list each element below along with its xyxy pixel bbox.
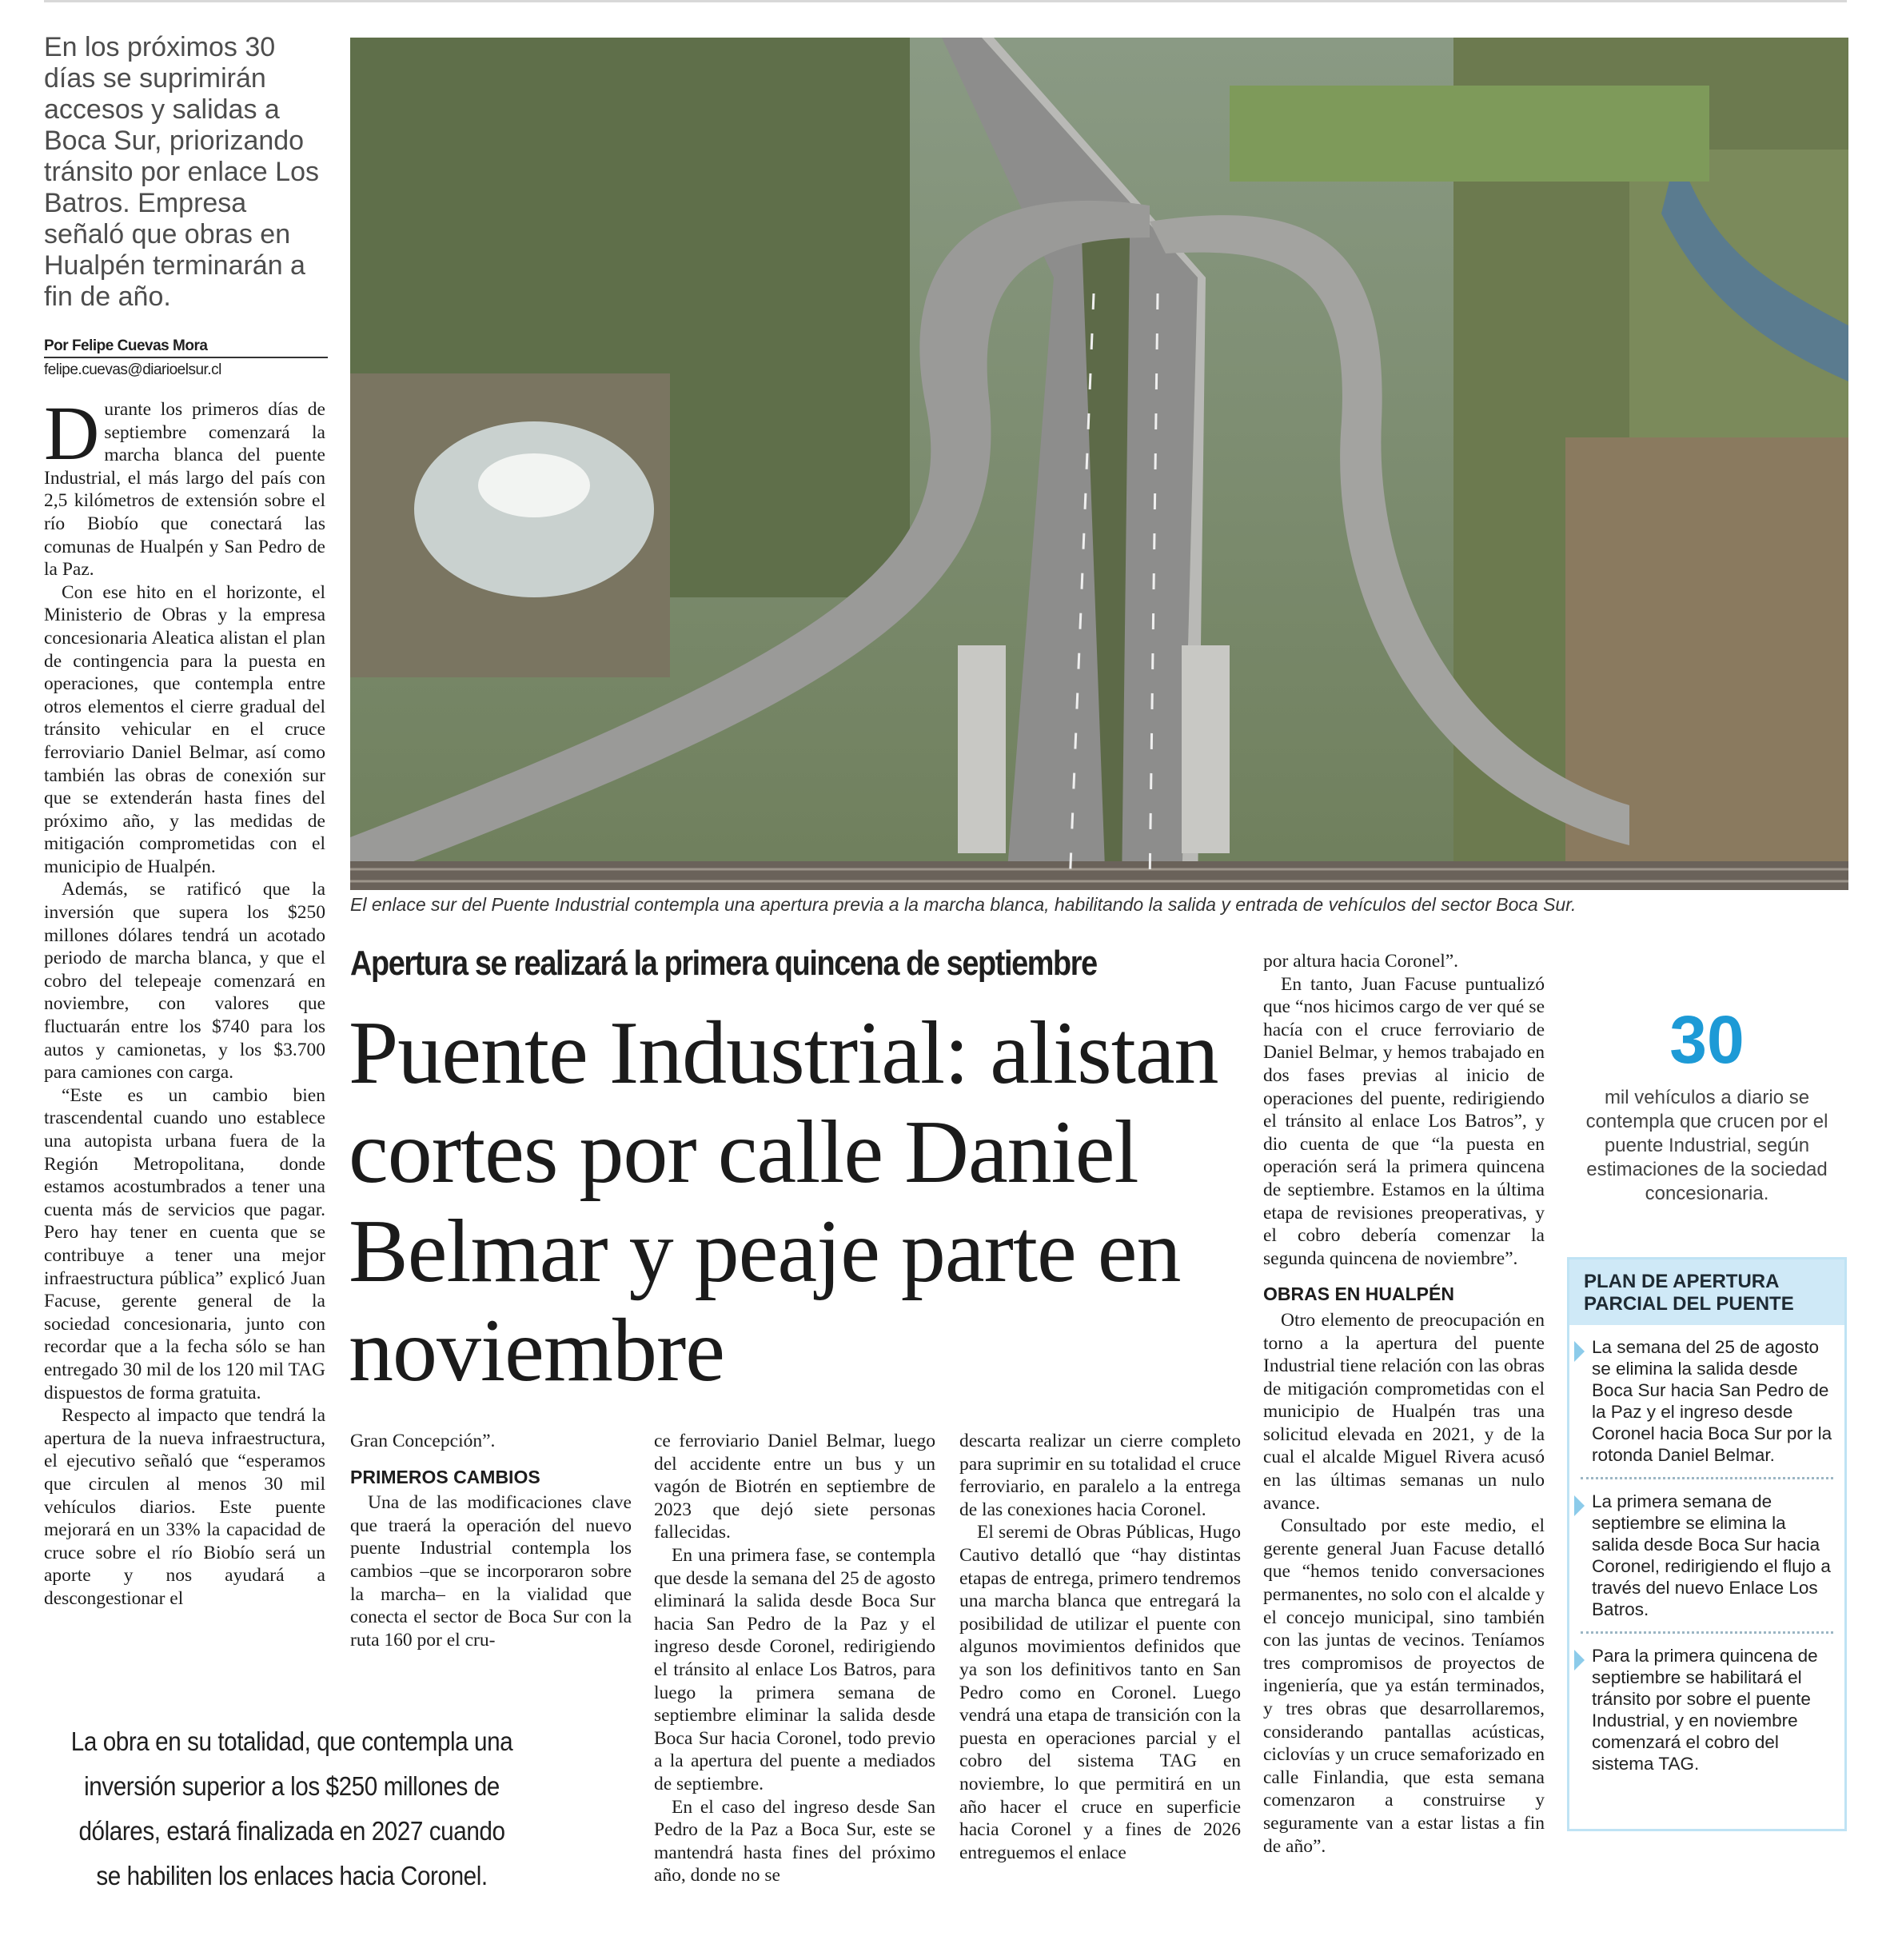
plan-title: PLAN DE APERTURA PARCIAL DEL PUENTE xyxy=(1569,1259,1844,1325)
paragraph: urante los primeros días de septiembre comenzará la marcha blanca del puente Industrial, el más largo del país con 2,5 kilómetros de extensión sobre el río Biobío que conectará las comunas de Hualpén y San Pedro de la Paz. xyxy=(44,399,325,581)
paragraph: En tanto, Juan Facuse puntualizó que “nos hicimos cargo de ver qué se hacía con el cruce ferroviario de Daniel Belmar, y hemos trabajado en dos fases previas al inicio de operaciones del puente, redirigiendo el tránsito al enlace Los Batros”, y dio cuenta de que “la puesta en operación será la primera quincena de septiembre. Estamos en la última etapa de revisiones preoperativas, y el cobro debería comenzar la segunda quincena de noviembre”. xyxy=(1263,973,1545,1269)
paragraph: ce ferroviario Daniel Belmar, luego del accidente entre un bus y un vagón de Biotrén en septiembre de 2023 que dejó siete personas fallecidas. xyxy=(654,1431,935,1543)
section-heading: OBRAS EN HUALPÉN xyxy=(1263,1283,1454,1305)
paragraph: El seremi de Obras Públicas, Hugo Cautivo detalló que “hay distintas etapas de entrega, primero tendremos una marcha blanca que entregará la posibilidad de utilizar el puente con algunos movimientos definidos que ya son los definitivos tanto en San Pedro como en Coronel. Luego vendrá una etapa de transición con la puesta en operaciones parcial y el cobro del sistema TAG en noviembre, lo que permitirá en un año hacer el cruce en superficie hacia Coronel y a fines de 2026 entreguemos el enlace xyxy=(959,1522,1241,1863)
paragraph: Respecto al impacto que tendrá la apertura de la nueva infraestructura, el ejecutivo señaló que “esperamos que circulen al menos 30 mil vehículos diarios. Este puente mejorará en un 33% la capacidad de cruce sobre el río Biobío será un aporte y nos ayudará a descongestionar el xyxy=(44,1405,325,1609)
photo-caption: El enlace sur del Puente Industrial contempla una apertura previa a la marcha blanca, habilitando la salida y entrada de vehículos del sector Boca Sur. xyxy=(350,894,1577,915)
aerial-highway-photo xyxy=(350,38,1848,890)
plan-item: La primera semana de septiembre se elimina la salida desde Boca Sur hacia Coronel, redirigiendo el flujo a través del nuevo Enlace Los Batros. xyxy=(1569,1479,1844,1631)
paragraph: Además, se ratificó que la inversión que supera los $250 millones dólares tendrá un acotado periodo de marcha blanca, y que el cobro del telepeaje comenzará en noviembre, con valores que fluctuarán entre los $740 para los autos y camionetas, y los $3.700 para camiones con carga. xyxy=(44,879,325,1084)
paragraph: Una de las modificaciones clave que traerá la operación del nuevo puente Industrial contempla los cambios –que se incorporaron sobre la marcha– en la vialidad que conecta el sector de Boca Sur con la ruta 160 por el cru- xyxy=(350,1492,632,1651)
paragraph: En una primera fase, se contempla que desde la semana del 25 de agosto eliminará la salida desde Boca Sur hacia San Pedro de la Paz y el ingreso desde Coronel, redirigiendo el tránsito al enlace Los Batros, para luego la primera semana de septiembre eliminar la salida desde Boca Sur hacia Coronel, todo previo a la apertura del puente a mediados de septiembre. xyxy=(654,1544,935,1794)
plan-item: La semana del 25 de agosto se elimina la salida desde Boca Sur hacia San Pedro de la Paz y el ingreso desde Coronel hacia Boca Sur por la rotonda Daniel Belmar. xyxy=(1569,1325,1844,1477)
paragraph: Consultado por este medio, el gerente general Juan Facuse detalló que “hemos tenido conversaciones permanentes, no solo con el alcalde y el concejo municipal, sino también con las juntas de vecinos. Teníamos tres compromisos de proyectos de ingeniería, que ya están terminados, y tres obras que desarrollaremos, considerando pantallas acústicas, ciclovías y un cruce semaforizado en calle Finlandia, que esta semana comenzaron a construirse y seguramente van a estar listas a fin de año”. xyxy=(1263,1515,1545,1857)
kicker: Apertura se realizará la primera quincena de septiembre xyxy=(350,944,1097,983)
pull-quote: La obra en su totalidad, que contempla una inversión superior a los $250 millones de dólares, estará finalizada en 2027 cuando se habiliten los enlaces hacia Coronel. xyxy=(70,1726,513,1890)
article-column-2 xyxy=(350,1430,632,1670)
article-column-1 xyxy=(44,398,325,1666)
article-column-5 xyxy=(1263,950,1545,1926)
article-column-3 xyxy=(654,1430,935,1926)
stat-description: mil vehículos a diario se contempla que crucen por el puente Industrial, según estimaciones de la sociedad concesionaria. xyxy=(1585,1087,1828,1204)
paragraph: “Este es un cambio bien trascendental cuando uno establece una autopista urbana fuera de la Región Metropolitana, donde estamos acostumbrados a tener una cuenta más de servicios que pagar. Pero hay tener en cuenta que se contribuye a tener una mejor infraestructura pública” explicó Juan Facuse, gerente general de la sociedad concesionaria, junto con recordar que a la fecha sólo se han entregado 30 mil de los 120 mil TAG dispuestos de forma gratuita. xyxy=(44,1084,325,1403)
paragraph: Otro elemento de preocupación en torno a la apertura del puente Industrial tiene relación con las obras de mitigación comprometidas con el municipio de Hualpén tras una solicitud elevada en 2021, y de la cual el alcalde Miguel Rivera acusó en las últimas semanas un nulo avance. xyxy=(1263,1309,1545,1514)
paragraph: por altura hacia Coronel”. xyxy=(1263,951,1459,972)
stat-number: 30 xyxy=(1669,1002,1744,1077)
top-rule xyxy=(44,0,1847,2)
paragraph: En el caso del ingreso desde San Pedro de la Paz a Boca Sur, este se mantendrá hasta fines del próximo año, donde no se xyxy=(654,1796,935,1886)
section-heading: PRIMEROS CAMBIOS xyxy=(350,1466,540,1487)
paragraph: Gran Concepción”. xyxy=(350,1431,496,1451)
author-email: felipe.cuevas@diarioelsur.cl xyxy=(44,361,221,378)
paragraph: Con ese hito en el horizonte, el Ministerio de Obras y la empresa concesionaria Aleatica alistan el plan de contingencia para la puesta en operaciones, que contempla entre otros elementos el cierre gradual del tránsito vehicular en el cruce ferroviario Daniel Belmar, así como también las obras de conexión sur que se extenderán hasta fines del próximo año, y las medidas de mitigación comprometidas con el municipio de Hualpén. xyxy=(44,581,325,877)
paragraph: descarta realizar un cierre completo para suprimir en su totalidad el cruce ferroviario, en paralelo a la entrega de las conexiones hacia Coronel. xyxy=(959,1431,1241,1520)
byline: Por Felipe Cuevas Mora xyxy=(44,337,328,358)
plan-box xyxy=(1567,1257,1847,1831)
drop-cap: D xyxy=(44,398,100,476)
lead-summary: En los próximos 30 días se suprimirán accesos y salidas a Boca Sur, priorizando tránsito por enlace Los Batros. Empresa señaló que obras en Hualpén terminarán a fin de año. xyxy=(44,32,319,312)
headline: Puente Industrial: alistan cortes por calle Daniel Belmar y peaje parte en noviembre xyxy=(349,1004,1218,1400)
article-column-4 xyxy=(959,1430,1241,1926)
plan-item: Para la primera quincena de septiembre se habilitará el tránsito por sobre el puente Industrial, y en noviembre comenzará el cobro del sistema TAG. xyxy=(1569,1634,1844,1786)
